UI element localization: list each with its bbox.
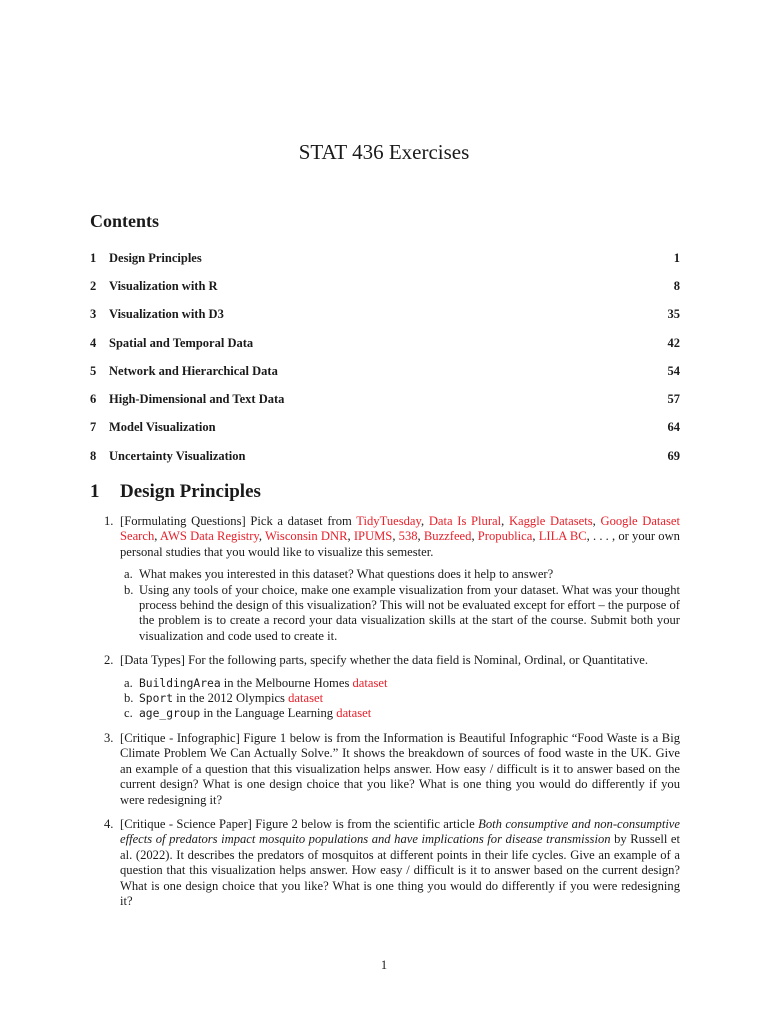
- toc-entry[interactable]: [90, 301, 680, 329]
- article-title: Both consumptive and non-consumptive effects of predators impact mosquito populations and have implications for disease transmission: [120, 816, 680, 847]
- dataset-link[interactable]: Wisconsin DNR: [265, 529, 348, 544]
- sub-question-text: in the Language Learning: [203, 706, 334, 721]
- sub-question-text: in the 2012 Olympics: [176, 691, 285, 706]
- dataset-link[interactable]: LILA BC: [538, 529, 587, 544]
- toc-entry[interactable]: [90, 244, 680, 272]
- toc-entry-title[interactable]: Visualization with R: [109, 278, 218, 293]
- dataset-link[interactable]: AWS Data Registry: [159, 529, 259, 544]
- sub-question-list: [120, 567, 680, 644]
- sub-question-label: c.: [124, 706, 133, 721]
- page-number: 1: [380, 958, 388, 972]
- dataset-link[interactable]: Propublica: [477, 529, 533, 544]
- table-of-contents: [90, 244, 680, 470]
- link-separator: ,: [154, 529, 158, 544]
- exercise-list: [90, 514, 680, 918]
- field-code: Sport: [139, 692, 174, 706]
- toc-entry[interactable]: [90, 414, 680, 442]
- toc-entry-number: 1: [90, 250, 97, 265]
- dataset-link[interactable]: dataset: [336, 706, 372, 721]
- dataset-link[interactable]: Kaggle Datasets: [508, 514, 593, 528]
- exercise-text: [Critique - Infographic] Figure 1 below is from the Information is Beautiful Infographic “Food Waste is a Big Climate Problem We Can Actually Solve.” It shows the breakdown of sources of food waste in the UK. Give an example of a question that this visualization helps answer. How easy / difficult is it to answer based on the current design? What is one design choice that you like? What is one thing you would do differently if you were redesigning it?: [120, 730, 680, 807]
- toc-entry[interactable]: [90, 329, 680, 357]
- toc-entry[interactable]: [90, 442, 680, 470]
- link-separator: ,: [471, 529, 475, 544]
- toc-entry-number: 2: [90, 278, 97, 293]
- sub-question-label: a.: [124, 567, 133, 582]
- exercise-item-1: [90, 514, 680, 644]
- toc-entry[interactable]: [90, 357, 680, 385]
- toc-entry-page[interactable]: 35: [667, 307, 680, 322]
- sub-question: [120, 567, 680, 582]
- sub-question-text: Using any tools of your choice, make one example visualization from your dataset. What was your thought process behind the design of this visualization? This will not be evaluated except for effort – the purpose of the problem is to create a record your data visualization skills at the start of the course. Submit both your visualization and code used to create it.: [139, 582, 680, 643]
- toc-entry-title[interactable]: Spatial and Temporal Data: [109, 335, 254, 350]
- toc-entry-page[interactable]: 42: [667, 335, 680, 350]
- toc-entry-number: 3: [90, 307, 97, 322]
- exercise-number: 4.: [104, 816, 114, 831]
- toc-entry-title[interactable]: Model Visualization: [109, 420, 216, 435]
- link-separator: ,: [532, 529, 536, 544]
- toc-entry-number: 4: [90, 335, 97, 350]
- toc-entry-page[interactable]: 1: [673, 250, 680, 265]
- sub-question-list: [120, 676, 680, 722]
- exercise-item-4: [90, 817, 680, 909]
- link-separator: ,: [417, 529, 421, 544]
- exercise-ellipsis: . . . , or your own personal studies that you would like to visualize this semester.: [120, 529, 680, 559]
- sub-question: [120, 691, 680, 706]
- toc-entry-page[interactable]: 57: [667, 392, 680, 407]
- link-separator: ,: [258, 529, 263, 544]
- dataset-link[interactable]: TidyTuesday: [356, 514, 421, 528]
- link-separator: ,: [347, 529, 351, 544]
- sub-question: [120, 583, 680, 645]
- toc-entry-page[interactable]: 8: [673, 278, 680, 293]
- toc-entry-number: 8: [90, 448, 97, 463]
- sub-question: [120, 706, 680, 721]
- exercise-intro: [Formulating Questions] Pick a dataset from: [120, 514, 352, 528]
- toc-entry[interactable]: [90, 272, 680, 300]
- section-number: 1: [90, 481, 100, 502]
- link-separator: ,: [592, 514, 596, 528]
- dataset-link[interactable]: dataset: [352, 675, 388, 690]
- dataset-link[interactable]: dataset: [288, 691, 324, 706]
- toc-entry-title[interactable]: Uncertainty Visualization: [109, 448, 246, 463]
- section-title: Design Principles: [120, 481, 261, 502]
- exercise-item-3: [90, 731, 680, 808]
- toc-entry-title[interactable]: Visualization with D3: [109, 307, 224, 322]
- dataset-link[interactable]: IPUMS: [353, 529, 393, 544]
- toc-entry-page[interactable]: 64: [667, 420, 680, 435]
- toc-entry-number: 6: [90, 392, 97, 407]
- link-separator: ,: [501, 514, 505, 528]
- exercise-text: [Data Types] For the following parts, specify whether the data field is Nominal, Ordinal, or Quantitative.: [120, 653, 649, 668]
- link-separator: ,: [421, 514, 425, 528]
- sub-question-label: b.: [124, 582, 134, 597]
- field-code: BuildingArea: [139, 676, 221, 690]
- toc-entry-page[interactable]: 54: [667, 363, 680, 378]
- section-heading: [90, 481, 261, 503]
- toc-entry-title[interactable]: Design Principles: [109, 250, 202, 265]
- toc-entry-title[interactable]: High-Dimensional and Text Data: [109, 392, 285, 407]
- document-title: STAT 436 Exercises: [298, 140, 470, 164]
- exercise-text-pre: [Critique - Science Paper] Figure 2 below is from the scientific article: [120, 816, 475, 831]
- link-separator: ,: [586, 529, 590, 544]
- field-code: age_group: [139, 707, 201, 721]
- dataset-link[interactable]: Google Dataset Search: [120, 514, 680, 544]
- toc-entry-number: 7: [90, 420, 97, 435]
- link-separator: ,: [392, 529, 396, 544]
- dataset-link[interactable]: 538: [398, 529, 418, 544]
- toc-entry[interactable]: [90, 385, 680, 413]
- exercise-number: 1.: [104, 514, 114, 528]
- sub-question-label: a.: [124, 675, 133, 690]
- exercise-number: 3.: [104, 730, 114, 745]
- sub-question-text: What makes you interested in this dataset? What questions does it help to answer?: [139, 567, 554, 582]
- toc-entry-number: 5: [90, 363, 97, 378]
- dataset-link[interactable]: Buzzfeed: [423, 529, 472, 544]
- exercise-number: 2.: [104, 653, 114, 668]
- dataset-link[interactable]: Data Is Plural: [428, 514, 502, 528]
- sub-question: [120, 676, 680, 691]
- toc-entry-title[interactable]: Network and Hierarchical Data: [109, 363, 278, 378]
- sub-question-text: in the Melbourne Homes: [223, 675, 350, 690]
- contents-heading: Contents: [90, 211, 160, 231]
- sub-question-label: b.: [124, 691, 134, 706]
- exercise-text-post: by Russell et al. (2022). It describes the predators of mosquitos at different points in their life cycles. Give an example of a question that this visualization helps answer. How easy / difficult is it to answer based on the current design? What is one design choice that you like? What is one thing you would do differently if you were redesigning it?: [120, 832, 680, 908]
- toc-entry-page[interactable]: 69: [667, 448, 680, 463]
- exercise-item-2: [90, 653, 680, 722]
